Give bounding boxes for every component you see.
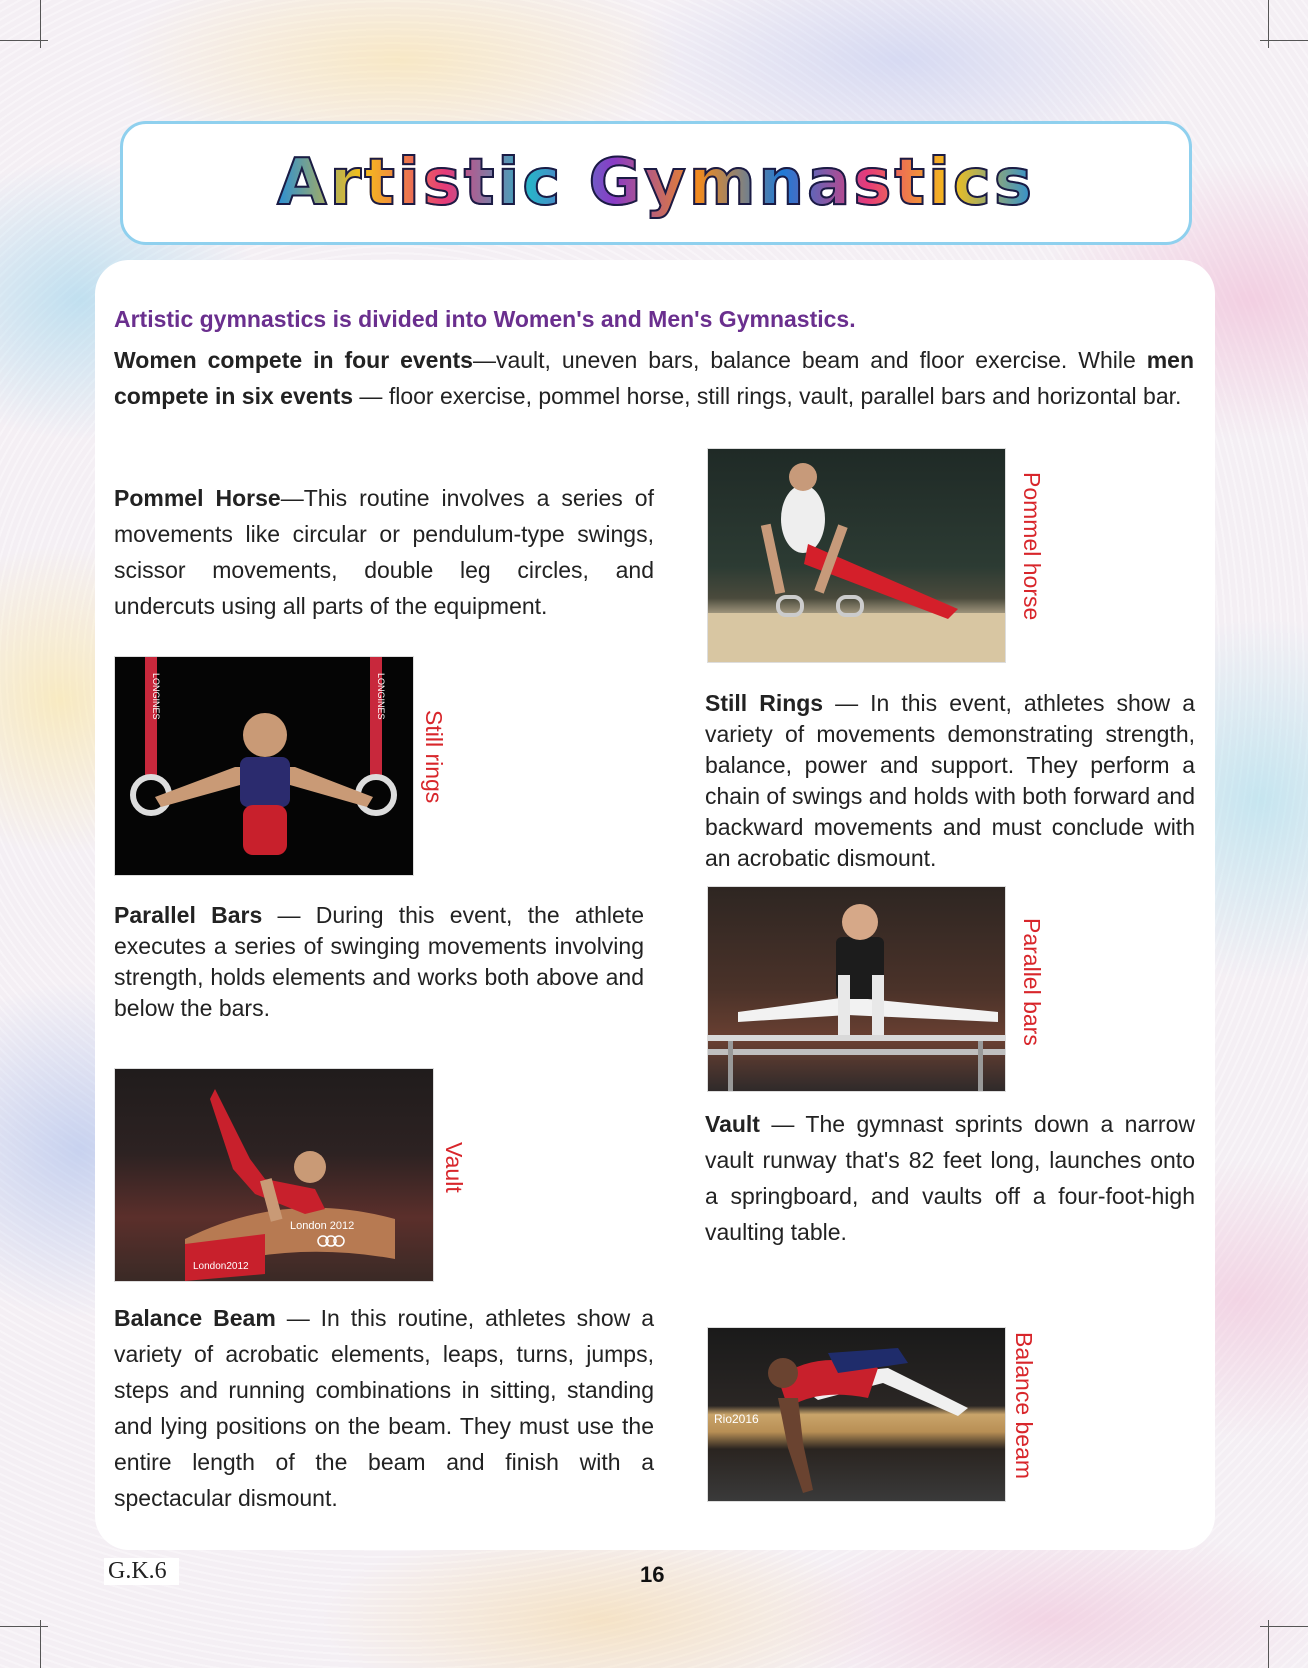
vault-illustration <box>115 1069 433 1281</box>
intro-paragraph <box>114 342 1194 414</box>
balance-beam-photo <box>707 1327 1006 1502</box>
parallel-bars-illustration <box>708 887 1005 1091</box>
title-banner <box>120 121 1192 245</box>
pommel-horse-paragraph <box>114 480 654 624</box>
vault-table-side-text: London2012 <box>193 1261 249 1272</box>
ring-strap-right-text: LONGINES <box>376 673 386 720</box>
crop-mark <box>40 1620 41 1668</box>
still-rings-text: — In this event, athletes show a variety of movements demonstrating strength, balance, power and support. They perform a chain of swings and holds with both forward and backward movements and must conclude with an acrobatic dismount. <box>705 690 1195 871</box>
balance-beam-illustration <box>708 1328 1005 1501</box>
vault-table-text: London 2012 <box>290 1220 355 1232</box>
intro-women-term: Women compete in four events <box>114 347 473 373</box>
caption-vault: Vault <box>441 1142 467 1193</box>
caption-pommel-horse: Pommel horse <box>1019 472 1045 621</box>
parallel-bars-photo <box>707 886 1006 1092</box>
caption-parallel-bars: Parallel bars <box>1019 918 1045 1046</box>
crop-mark <box>1268 1620 1269 1668</box>
intro-heading: Artistic gymnastics is divided into Women's and Men's Gymnastics. <box>114 306 856 332</box>
intro-men-term: men compete in six events <box>114 347 1194 409</box>
vault-paragraph <box>705 1106 1195 1250</box>
page-number: 16 <box>640 1562 665 1587</box>
caption-balance-beam: Balance beam <box>1011 1332 1037 1480</box>
still-rings-illustration <box>115 657 413 875</box>
balance-beam-text: — In this routine, athletes show a variety of acrobatic elements, leaps, turns, jumps, steps and running combinations in sitting, standing and lying positions on the beam. They must use the entire length of the beam and finish with a spectacular dismount. <box>114 1305 655 1511</box>
caption-still-rings: Still rings <box>421 710 447 804</box>
page-title: Artistic Gymnastics <box>277 146 1035 220</box>
pommel-horse-photo <box>707 448 1006 663</box>
crop-mark <box>1268 0 1269 48</box>
beam-logo-text: Rio2016 <box>714 1412 759 1426</box>
still-rings-term: Still Rings <box>705 690 824 716</box>
ring-strap-left-text: LONGINES <box>151 673 161 720</box>
still-rings-paragraph <box>705 688 1195 874</box>
parallel-bars-term: Parallel Bars <box>114 902 263 928</box>
balance-beam-term: Balance Beam <box>114 1305 276 1331</box>
parallel-bars-text: — During this event, the athlete executes a series of swinging movements involving strength, holds elements and works both above and below the bars. <box>114 902 644 1021</box>
balance-beam-paragraph <box>114 1300 654 1516</box>
pommel-horse-term: Pommel Horse <box>114 485 281 511</box>
intro-women-text: —vault, uneven bars, balance beam and floor exercise. While <box>472 347 1136 373</box>
vault-photo <box>114 1068 434 1282</box>
still-rings-photo <box>114 656 414 876</box>
pommel-horse-text: —This routine involves a series of movements like circular or pendulum-type swings, scissor movements, double leg circles, and undercuts using all parts of the equipment. <box>114 485 654 619</box>
book-code: G.K.6 <box>104 1558 179 1585</box>
vault-term: Vault <box>705 1111 760 1137</box>
intro-men-text: — floor exercise, pommel horse, still rings, vault, parallel bars and horizontal bar. <box>353 383 1182 409</box>
parallel-bars-paragraph <box>114 900 644 1024</box>
vault-text: — The gymnast sprints down a narrow vault runway that's 82 feet long, launches onto a springboard, and vaults off a four-foot-high vaulting table. <box>705 1111 1195 1245</box>
pommel-horse-illustration <box>708 449 1005 662</box>
crop-mark <box>40 0 41 48</box>
